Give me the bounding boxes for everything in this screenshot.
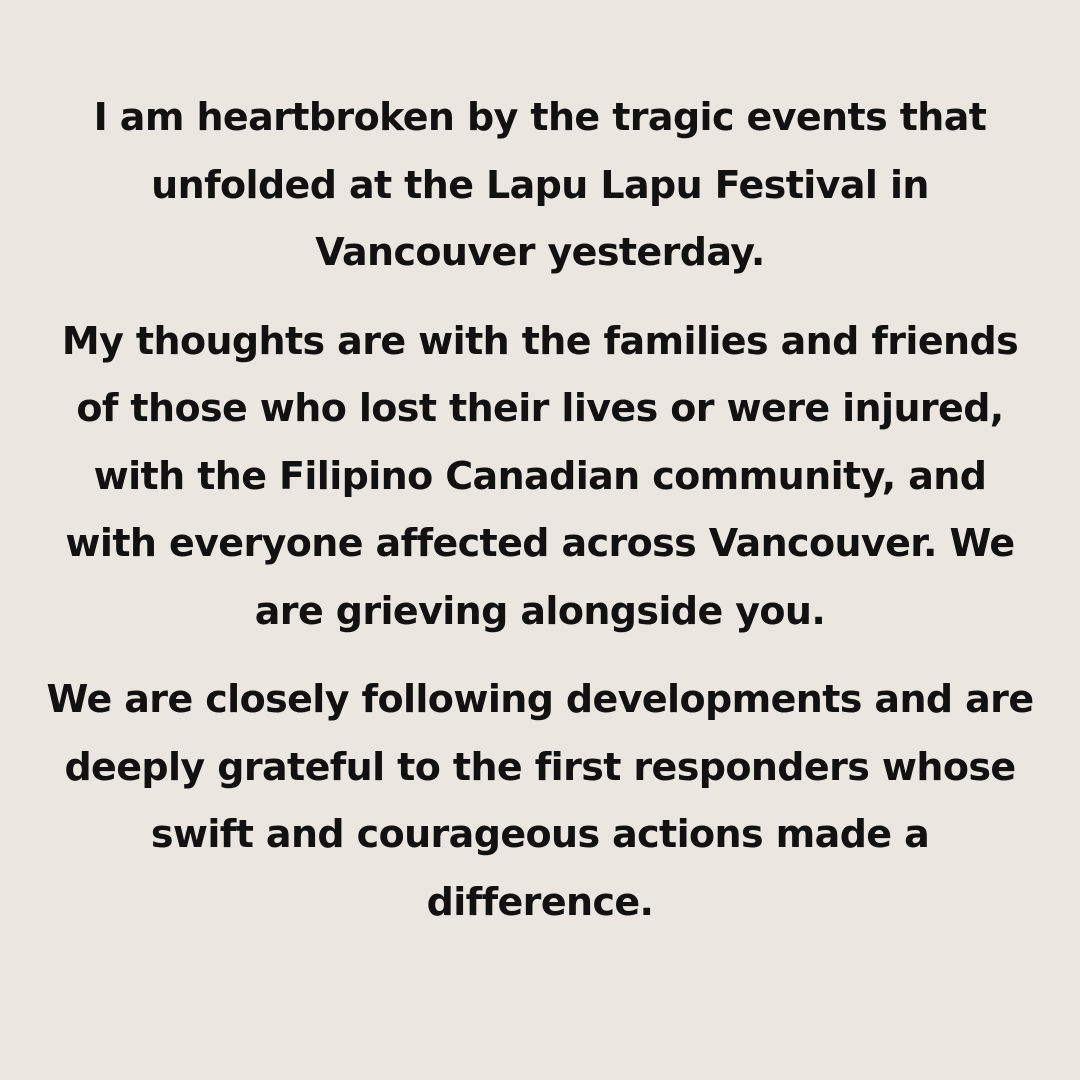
statement-paragraph-2: [30, 308, 1050, 646]
statement-line: are grieving alongside you.: [254, 588, 826, 633]
statement-line: I am heartbroken by the tragic events that: [93, 95, 987, 139]
statement-line: Vancouver yesterday.: [315, 230, 765, 274]
statement-line: We are closely following developments and are: [46, 677, 1034, 721]
statement-line: of those who lost their lives or were injured,: [76, 386, 1004, 430]
statement-text: [30, 84, 1050, 936]
statement-line: My thoughts are with the families and friends: [61, 318, 1019, 363]
statement-line: with everyone affected across Vancouver. We: [65, 521, 1015, 565]
statement-line: deeply grateful to the first responders whose: [64, 744, 1016, 789]
statement-line: swift and courageous actions made a: [150, 812, 930, 856]
statement-line: difference.: [426, 879, 654, 924]
statement-paragraph-3: [30, 666, 1050, 936]
statement-line: with the Filipino Canadian community, and: [93, 453, 987, 498]
statement-paragraph-1: [30, 84, 1050, 287]
statement-line: unfolded at the Lapu Lapu Festival in: [151, 162, 929, 207]
